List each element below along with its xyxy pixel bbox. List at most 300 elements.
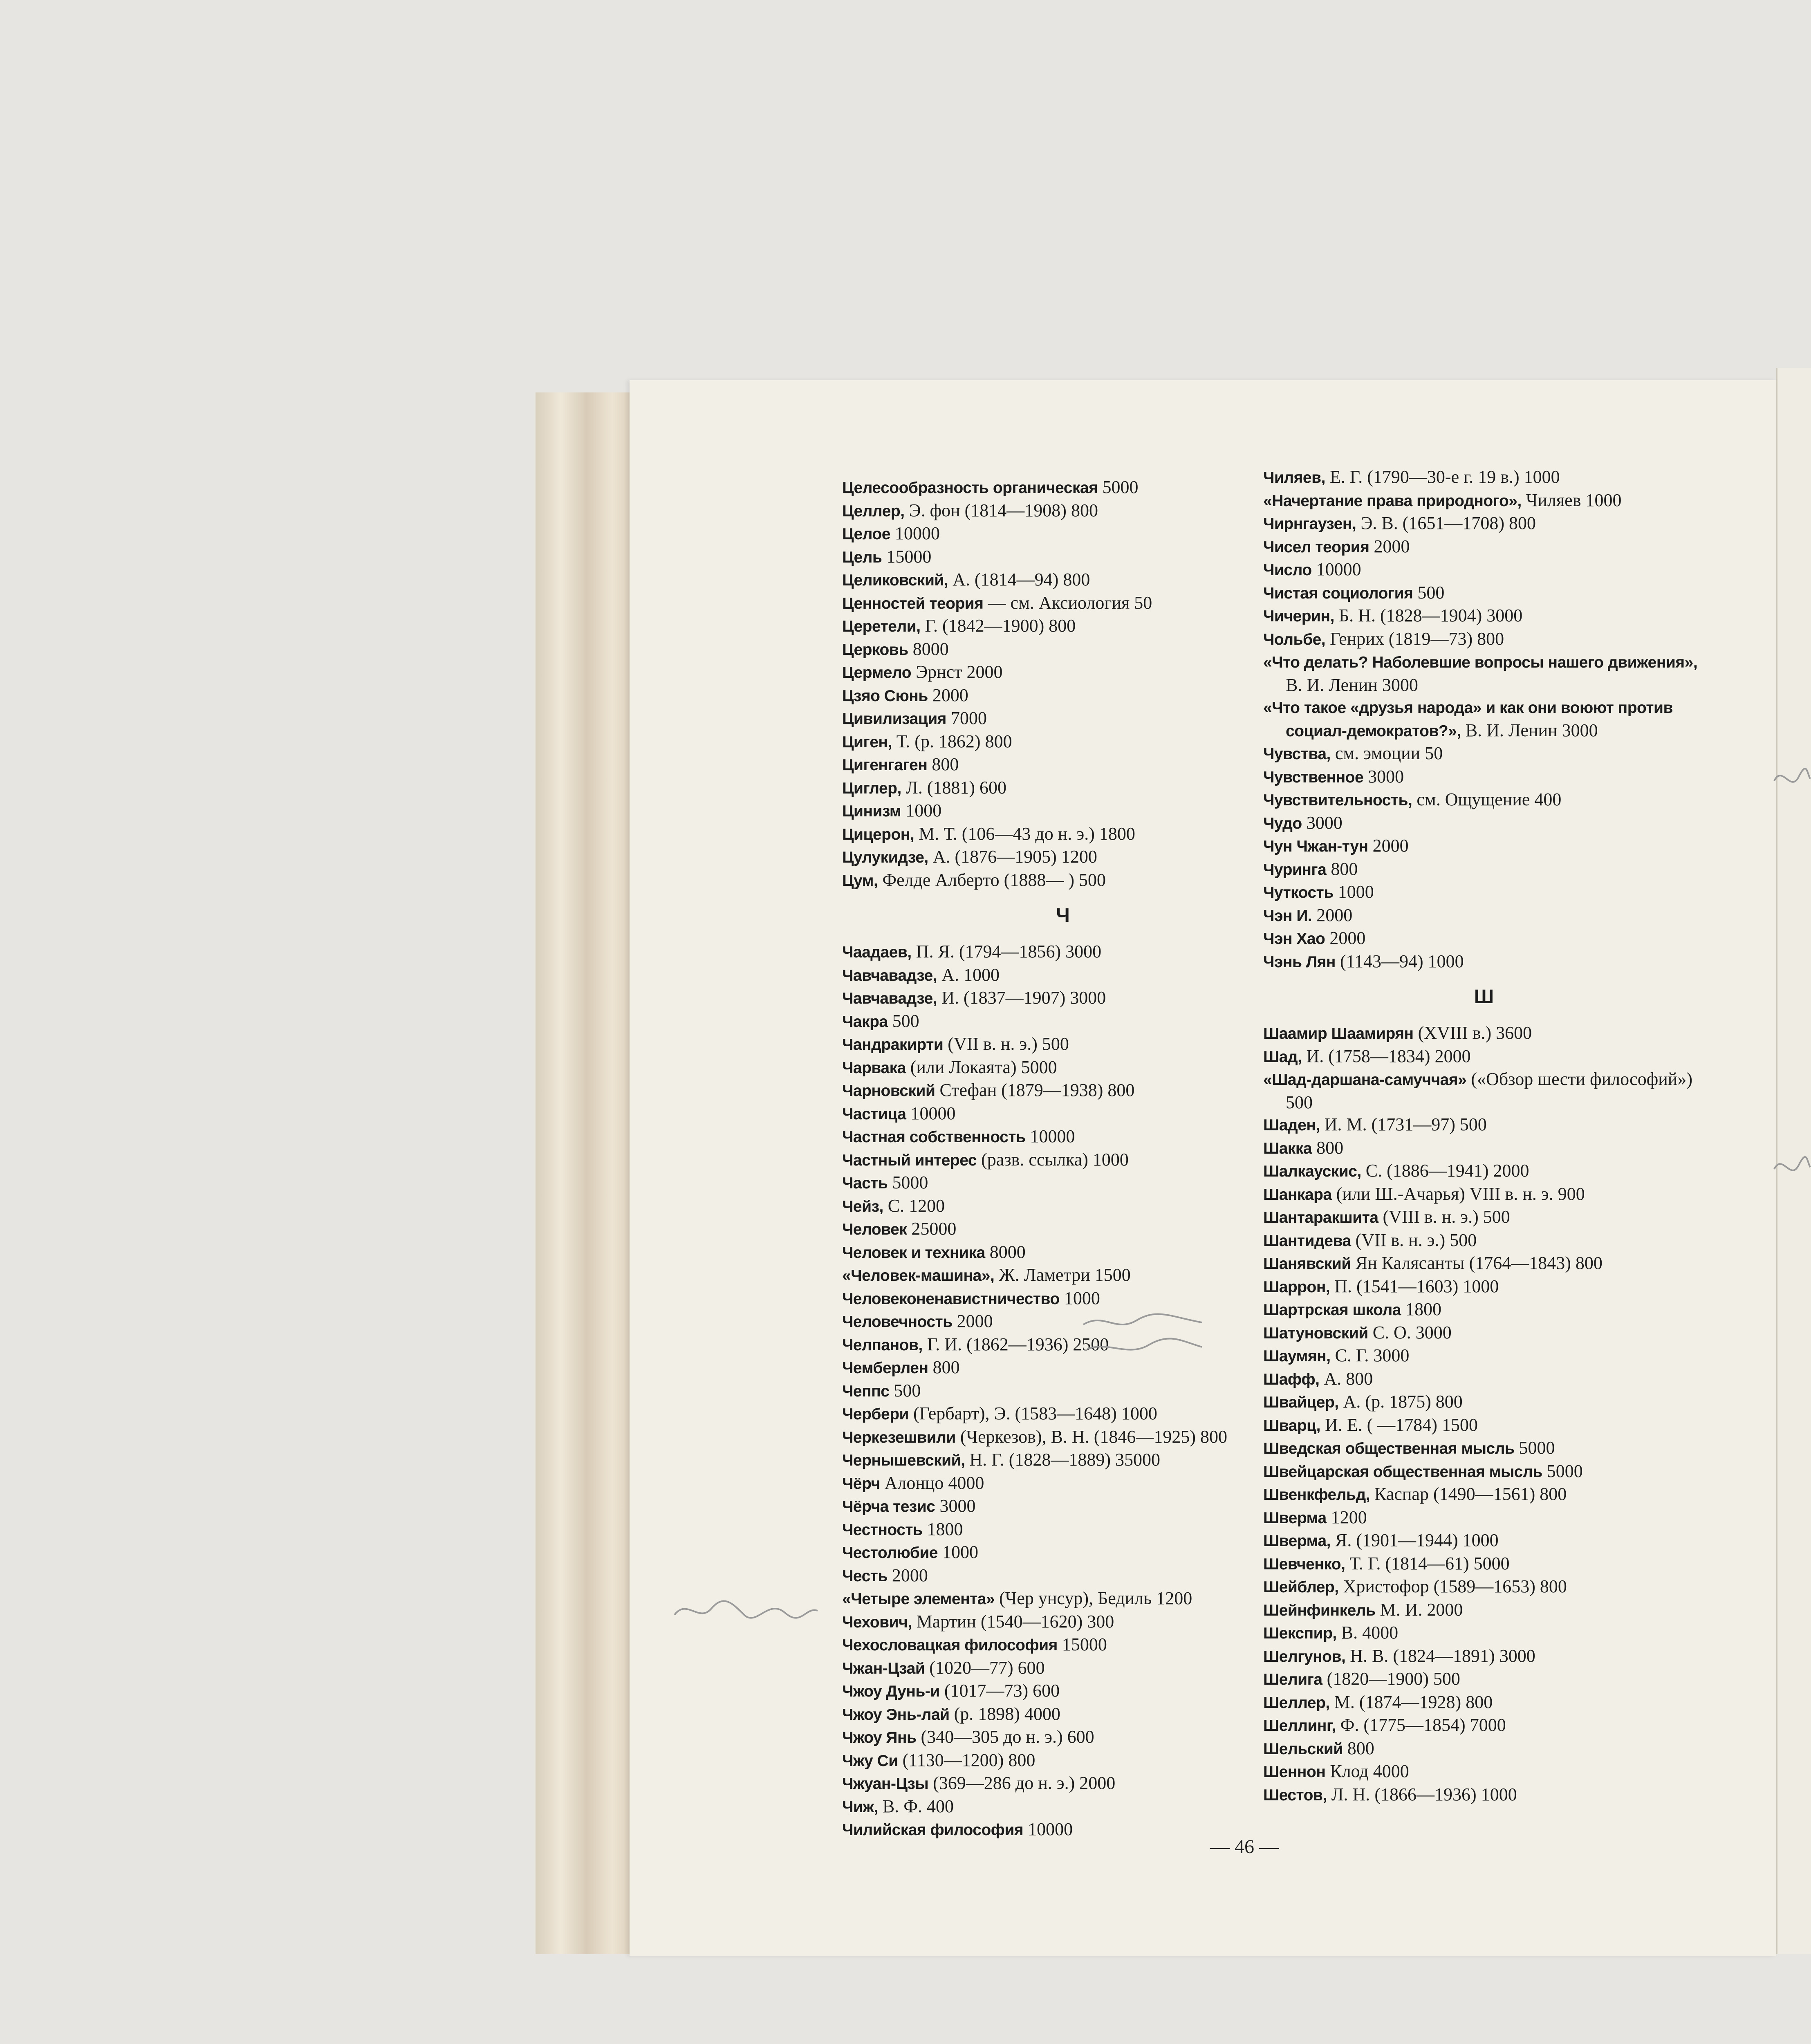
entry-term: Чеппс (842, 1382, 890, 1400)
entry-details: 3000 (935, 1496, 976, 1516)
index-entry (1263, 1298, 1705, 1322)
entry-details: 1800 (1401, 1299, 1441, 1319)
entry-term: Шверма, (1263, 1532, 1331, 1550)
entry-details: (Чер унсур), Бедиль 1200 (995, 1588, 1192, 1608)
index-entry (842, 1310, 1284, 1334)
entry-details: (1020—77) 600 (925, 1657, 1045, 1678)
entry-details: Мартин (1540—1620) 300 (912, 1611, 1114, 1632)
entry-details: 1000 (938, 1542, 979, 1562)
entry-details: Ж. Ламетри 1500 (994, 1265, 1131, 1285)
entry-details: 15000 (882, 546, 932, 567)
entry-term: Шатуновский (1263, 1324, 1368, 1342)
entry-term: Чжоу Янь (842, 1729, 917, 1746)
entry-term: Цивилизация (842, 710, 946, 728)
index-entry (842, 592, 1284, 615)
index-entry (842, 987, 1284, 1010)
index-entry (842, 1449, 1284, 1472)
entry-term: Шекспир, (1263, 1625, 1337, 1642)
entry-term: Чейз, (842, 1197, 883, 1215)
entry-term: «Что такое «друзья народа» и как они воюют против социал-демократов?», (1263, 699, 1673, 740)
entry-details: А. (1814—94) 800 (948, 569, 1090, 589)
entry-term: Шевченко, (1263, 1555, 1345, 1573)
entry-term: Частная собственность (842, 1128, 1026, 1146)
index-entry (842, 1426, 1284, 1449)
index-entry (842, 1587, 1284, 1611)
entry-details: 10000 (906, 1103, 956, 1123)
index-entry (842, 1726, 1284, 1749)
entry-term: Чжан-Цзай (842, 1659, 925, 1677)
index-entry (1263, 835, 1705, 858)
entry-details: И. М. (1731—97) 500 (1320, 1114, 1487, 1134)
entry-details: Н. В. (1824—1891) 3000 (1345, 1645, 1535, 1666)
entry-term: Церетели, (842, 618, 921, 635)
entry-term: Чехович, (842, 1613, 912, 1631)
entry-term: Цинизм (842, 802, 901, 820)
entry-term: Шведская общественная мысль (1263, 1440, 1515, 1457)
entry-details: (р. 1898) 4000 (949, 1703, 1060, 1724)
entry-term: Чжуан-Цзы (842, 1775, 929, 1793)
entry-details: (340—305 до н. э.) 600 (916, 1727, 1094, 1747)
entry-term: Чилийская философия (842, 1821, 1024, 1839)
pencil-scribble-right-1 (1770, 756, 1811, 805)
entry-details: (VIII в. н. э.) 500 (1378, 1207, 1510, 1227)
entry-details: (Черкезов), В. Н. (1846—1925) 800 (955, 1426, 1228, 1447)
entry-term: Шварц, (1263, 1416, 1320, 1434)
entry-term: Чудо (1263, 814, 1302, 832)
entry-term: Чжоу Дунь-и (842, 1683, 940, 1700)
entry-term: Шалкаускис, (1263, 1163, 1361, 1180)
entry-details: Н. Г. (1828—1889) 35000 (965, 1450, 1161, 1470)
entry-term: Шафф, (1263, 1370, 1320, 1388)
entry-details: 5000 (1098, 477, 1139, 497)
index-entry (842, 707, 1284, 731)
entry-details: М. И. 2000 (1375, 1599, 1463, 1620)
entry-details: Б. Н. (1828—1904) 3000 (1334, 605, 1523, 625)
index-entry (1263, 927, 1705, 950)
entry-details: 10000 (890, 523, 940, 543)
index-entry (842, 846, 1284, 869)
index-entry (1263, 1553, 1705, 1576)
entry-details: 10000 (1023, 1819, 1073, 1839)
entry-details: Г. (1842—1900) 800 (920, 616, 1076, 636)
entry-details: 5000 (1542, 1461, 1583, 1481)
index-entry (842, 869, 1284, 892)
entry-details: Клод 4000 (1325, 1761, 1409, 1781)
entry-term: Шеннон (1263, 1763, 1326, 1781)
entry-term: Чёрч (842, 1475, 880, 1493)
index-entry (1263, 1576, 1705, 1599)
index-entry (1263, 489, 1705, 513)
entry-details: 2000 (952, 1311, 993, 1331)
entry-details: В. И. Ленин 3000 (1461, 720, 1598, 740)
entry-term: Чжу Си (842, 1752, 898, 1770)
index-entry (1263, 1437, 1705, 1460)
section-letter: Ш (1474, 986, 1494, 1008)
entry-details: С. (1886—1941) 2000 (1361, 1161, 1529, 1181)
index-entry (842, 753, 1284, 777)
index-entry (842, 546, 1284, 569)
index-entry (1263, 1691, 1705, 1715)
entry-term: Честь (842, 1567, 888, 1585)
entry-term: «Человек-машина», (842, 1267, 995, 1284)
entry-details: Чиляев 1000 (1521, 490, 1622, 510)
index-entry (1263, 1622, 1705, 1645)
index-entry (1263, 651, 1705, 696)
entry-details: — см. Аксиология 50 (983, 592, 1152, 613)
index-entry (842, 1403, 1284, 1426)
index-entry (842, 1079, 1284, 1103)
index-entry (842, 800, 1284, 823)
entry-term: Шартрская школа (1263, 1301, 1401, 1319)
index-entry (842, 476, 1284, 500)
entry-details: (1017—73) 600 (939, 1681, 1060, 1701)
entry-term: Шейнфинкель (1263, 1601, 1376, 1619)
entry-term: Шейблер, (1263, 1578, 1339, 1596)
index-entry (842, 1703, 1284, 1726)
entry-details: 2000 (928, 685, 968, 705)
entry-term: Цермело (842, 664, 912, 681)
entry-term: Часть (842, 1174, 888, 1192)
index-entry (842, 1241, 1284, 1264)
entry-details: 800 (1343, 1738, 1374, 1758)
entry-term: Чичерин, (1263, 607, 1334, 625)
entry-details: 800 (928, 1357, 960, 1377)
index-entry (842, 964, 1284, 987)
entry-term: Частный интерес (842, 1151, 977, 1169)
entry-details: В. И. Ленин 3000 (1286, 675, 1418, 695)
entry-details: Стефан (1879—1938) 800 (935, 1080, 1135, 1100)
entry-details: 1000 (901, 800, 942, 820)
index-entry (1263, 1784, 1705, 1807)
section-letter: Ч (1056, 905, 1070, 926)
entry-term: Циген, (842, 733, 892, 751)
entry-details: (или Локаята) 5000 (906, 1057, 1057, 1077)
entry-details: (1143—94) 1000 (1335, 951, 1464, 971)
entry-term: Чольбе, (1263, 630, 1326, 648)
entry-term: Шелига (1263, 1671, 1322, 1688)
index-entry (842, 1795, 1284, 1819)
entry-term: Шестов, (1263, 1786, 1327, 1804)
entry-details: (разв. ссылка) 1000 (977, 1149, 1129, 1170)
entry-details: Е. Г. (1790—30-е г. 19 в.) 1000 (1325, 467, 1560, 487)
entry-term: Чехословацкая философия (842, 1636, 1058, 1654)
entry-details: Генрих (1819—73) 800 (1325, 628, 1504, 649)
index-entry (842, 777, 1284, 800)
index-entry (842, 522, 1284, 546)
entry-term: Чакра (842, 1013, 888, 1031)
entry-term: Шантидева (1263, 1232, 1351, 1250)
entry-details: Каспар (1490—1561) 800 (1370, 1484, 1567, 1504)
index-entry (1263, 1275, 1705, 1299)
index-entry (1263, 858, 1705, 881)
entry-term: Чистая социология (1263, 584, 1413, 602)
index-entry (842, 684, 1284, 708)
index-entry (842, 1772, 1284, 1795)
index-entry (1263, 1345, 1705, 1368)
entry-term: Цигенгаген (842, 756, 928, 774)
entry-details: 3000 (1363, 766, 1404, 787)
entry-details: 25000 (907, 1219, 957, 1239)
entry-details: 1800 (922, 1519, 963, 1539)
index-entry (842, 1334, 1284, 1357)
entry-term: Число (1263, 561, 1312, 579)
index-entry (1263, 466, 1705, 489)
entry-details: А. 800 (1319, 1368, 1373, 1389)
entry-term: Честолюбие (842, 1544, 938, 1562)
entry-details: (или Ш.-Ачарья) VIII в. н. э. 900 (1331, 1183, 1585, 1204)
index-entry (842, 1287, 1284, 1311)
entry-details: 10000 (1311, 559, 1361, 579)
entry-term: Человечность (842, 1313, 953, 1331)
entry-term: Чиляев, (1263, 469, 1325, 486)
entry-details: см. Ощущение 400 (1412, 789, 1562, 809)
entry-term: Церковь (842, 641, 908, 659)
entry-details: 8000 (985, 1242, 1026, 1262)
index-entry (842, 615, 1284, 638)
entry-details: 1000 (1059, 1288, 1100, 1308)
index-entry (842, 1010, 1284, 1033)
entry-term: Человеконенавистничество (842, 1290, 1060, 1308)
index-entry (1263, 766, 1705, 789)
entry-details: С. Г. 3000 (1330, 1345, 1410, 1365)
entry-details: Христофор (1589—1653) 800 (1338, 1576, 1567, 1596)
entry-details: 15000 (1057, 1634, 1107, 1654)
index-entry (1263, 1368, 1705, 1391)
entry-term: Чэн Хао (1263, 930, 1325, 948)
index-entry (842, 1356, 1284, 1380)
entry-details: С. О. 3000 (1368, 1322, 1452, 1342)
entry-details: И. Е. ( —1784) 1500 (1320, 1414, 1478, 1435)
entry-term: «Начертание права природного», (1263, 492, 1522, 510)
index-entry (1263, 1068, 1705, 1114)
entry-details: И. (1837—1907) 3000 (937, 988, 1106, 1008)
entry-details: Э. В. (1651—1708) 800 (1356, 513, 1536, 533)
index-entry (842, 941, 1284, 964)
index-entry (1263, 1414, 1705, 1437)
entry-term: «Шад-даршана-самуччая» (1263, 1071, 1467, 1089)
index-entry (1263, 1483, 1705, 1506)
index-entry (1263, 1022, 1705, 1045)
entry-term: Шаумян, (1263, 1347, 1331, 1365)
index-entry (842, 1541, 1284, 1564)
entry-details: 2000 (1369, 536, 1410, 556)
entry-details: Ф. (1775—1854) 7000 (1336, 1715, 1506, 1735)
entry-term: Швайцер, (1263, 1394, 1339, 1411)
entry-details: М. (1874—1928) 800 (1329, 1692, 1493, 1712)
index-entry (842, 1172, 1284, 1195)
entry-term: Чернышевский, (842, 1452, 965, 1469)
entry-details: В. 4000 (1336, 1623, 1399, 1643)
page-edges (536, 392, 638, 1954)
index-entry (1263, 1760, 1705, 1784)
entry-details: Фелде Алберто (1888— ) 500 (878, 870, 1106, 890)
pencil-scribble-middle (1079, 1308, 1210, 1365)
entry-details: (VII в. н. э.) 500 (943, 1034, 1069, 1054)
index-entry (842, 1056, 1284, 1080)
index-entry (1263, 1183, 1705, 1206)
entry-term: Шверма (1263, 1509, 1327, 1527)
entry-details: 500 (889, 1380, 921, 1401)
entry-details: 10000 (1025, 1126, 1075, 1146)
index-entry (842, 1103, 1284, 1126)
entry-term: Шеллер, (1263, 1694, 1330, 1712)
entry-details: 800 (1326, 858, 1358, 879)
entry-term: Шеллинг, (1263, 1717, 1336, 1735)
entry-details: А. 1000 (937, 964, 1000, 985)
entry-term: Чарвака (842, 1059, 906, 1077)
index-entry (1263, 1599, 1705, 1622)
index-entry (842, 1657, 1284, 1680)
entry-details: 8000 (908, 639, 949, 659)
entry-details: 5000 (1514, 1438, 1555, 1458)
entry-details: 7000 (946, 708, 987, 728)
entry-details: Алонцо 4000 (880, 1472, 984, 1493)
entry-term: Чуткость (1263, 884, 1334, 901)
pencil-scribble-right-2 (1770, 1145, 1811, 1194)
index-entry (1263, 628, 1705, 651)
index-entry (1263, 812, 1705, 835)
index-entry (842, 1380, 1284, 1403)
entry-term: Циглер, (842, 779, 901, 797)
entry-term: Целесообразность органическая (842, 479, 1098, 497)
entry-term: Целиковский, (842, 572, 948, 589)
index-entry (1263, 904, 1705, 928)
index-entry (842, 661, 1284, 684)
index-entry (1263, 881, 1705, 904)
entry-term: Чаадаев, (842, 944, 912, 961)
entry-details: М. Т. (106—43 до н. э.) 1800 (914, 823, 1135, 844)
entry-term: «Четыре элемента» (842, 1590, 995, 1608)
entry-term: Цицерон, (842, 825, 914, 843)
entry-details: П. (1541—1603) 1000 (1330, 1276, 1499, 1296)
index-entry (842, 1218, 1284, 1241)
index-entry (1263, 1645, 1705, 1668)
entry-term: Цулукидзе, (842, 849, 928, 866)
entry-details: (369—286 до н. э.) 2000 (928, 1773, 1116, 1793)
entry-details: П. Я. (1794—1856) 3000 (911, 941, 1102, 961)
index-entry (1263, 1322, 1705, 1345)
entry-term: Чувствительность, (1263, 791, 1412, 809)
index-entry (842, 500, 1284, 523)
entry-term: Шельский (1263, 1740, 1343, 1758)
index-entry (842, 1680, 1284, 1703)
index-entry (842, 731, 1284, 754)
entry-details: Ян Калясанты (1764—1843) 800 (1351, 1253, 1603, 1273)
index-entry (1263, 1206, 1705, 1229)
index-entry (842, 1611, 1284, 1634)
index-entry (842, 569, 1284, 592)
entry-details: В. Ф. 400 (878, 1796, 954, 1816)
entry-term: Шакка (1263, 1139, 1312, 1157)
entry-term: Целое (842, 525, 890, 543)
entry-details: 2000 (1325, 928, 1366, 948)
entry-details: (1130—1200) 800 (898, 1750, 1035, 1770)
index-entry (1263, 536, 1705, 559)
entry-term: Шанкара (1263, 1186, 1332, 1204)
entry-term: Чемберлен (842, 1359, 928, 1377)
entry-term: Цзяо Сюнь (842, 687, 928, 705)
index-entry (1263, 1460, 1705, 1484)
entry-term: «Что делать? Наболевшие вопросы нашего движения», (1263, 654, 1698, 671)
index-entry (842, 1264, 1284, 1287)
entry-details: (1820—1900) 500 (1322, 1669, 1460, 1689)
index-entry (842, 1564, 1284, 1588)
entry-details: 1000 (1333, 882, 1374, 902)
entry-term: Цель (842, 548, 882, 566)
entry-term: Чербери (842, 1405, 909, 1423)
index-entry (1263, 1668, 1705, 1691)
right-column (1263, 466, 1705, 1806)
entry-term: Цум, (842, 872, 878, 890)
entry-details: Т. Г. (1814—61) 5000 (1345, 1553, 1510, 1573)
entry-details: 1200 (1326, 1507, 1367, 1527)
entry-details: 3000 (1302, 812, 1343, 833)
index-entry (1263, 1229, 1705, 1253)
index-entry (1263, 789, 1705, 812)
entry-details: С. 1200 (883, 1195, 945, 1216)
index-entry (1263, 512, 1705, 536)
entry-details: Эрнст 2000 (911, 662, 1003, 682)
entry-details: И. (1758—1834) 2000 (1302, 1046, 1471, 1066)
entry-term: Чисел теория (1263, 538, 1369, 556)
entry-term: Шаамир Шаамирян (1263, 1025, 1414, 1042)
entry-details: Г. И. (1862—1936) 2500 (922, 1334, 1109, 1354)
entry-term: Шанявский (1263, 1255, 1351, 1273)
index-entry (1263, 1114, 1705, 1137)
entry-details: 2000 (1368, 836, 1409, 856)
entry-term: Человек (842, 1221, 907, 1238)
entry-term: Чун Чжан-тун (1263, 838, 1368, 855)
entry-term: Чувственное (1263, 768, 1364, 786)
entry-details: («Обзор шести философий») 500 (1286, 1069, 1692, 1112)
index-entry (842, 1195, 1284, 1218)
index-entry (842, 638, 1284, 661)
entry-term: Швейцарская общественная мысль (1263, 1463, 1542, 1481)
index-entry (842, 823, 1284, 846)
index-entry (1263, 1714, 1705, 1737)
entry-term: Шелгунов, (1263, 1647, 1346, 1665)
entry-term: Челпанов, (842, 1336, 923, 1354)
entry-term: Чэнь Лян (1263, 953, 1336, 971)
index-entry (1263, 558, 1705, 582)
entry-details: (XVIII в.) 3600 (1413, 1023, 1532, 1043)
index-entry (842, 1634, 1284, 1657)
page-number: — 46 — (1210, 1836, 1279, 1858)
index-entry (1263, 1391, 1705, 1414)
entry-term: Чжоу Энь-лай (842, 1706, 950, 1724)
entry-term: Частица (842, 1105, 906, 1123)
entry-details: 800 (927, 754, 959, 774)
index-entry (1263, 1045, 1705, 1069)
entry-term: Шантаракшита (1263, 1209, 1378, 1226)
entry-details: 2000 (1312, 905, 1353, 925)
entry-details: Я. (1901—1944) 1000 (1331, 1530, 1499, 1550)
entry-term: Шаден, (1263, 1116, 1320, 1134)
pencil-scribble-left (670, 1586, 826, 1635)
index-entry (842, 1749, 1284, 1773)
entry-term: Целлер, (842, 502, 905, 520)
index-entry (842, 1033, 1284, 1056)
index-entry (1263, 1737, 1705, 1761)
entry-details: см. эмоции 50 (1330, 743, 1443, 763)
entry-details: 800 (1312, 1137, 1344, 1158)
entry-term: Честность (842, 1521, 923, 1539)
entry-details: Л. (1881) 600 (901, 777, 1007, 798)
entry-term: Чирнгаузен, (1263, 515, 1356, 533)
entry-term: Чавчавадзе, (842, 966, 937, 984)
entry-term: Ценностей теория (842, 594, 984, 612)
index-entry (1263, 696, 1705, 742)
